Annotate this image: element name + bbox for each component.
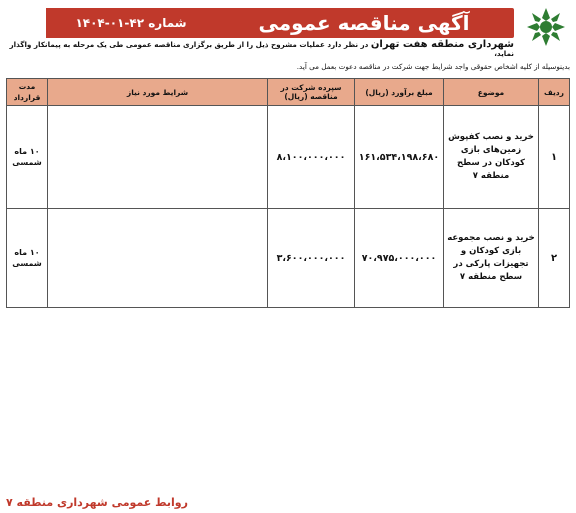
row-conditions xyxy=(48,209,268,308)
intro-text: بدینوسیله از کلیه اشخاص حقوقی واجد شرایط جهت شرکت در مناقصه دعوت بعمل می آید. xyxy=(296,62,570,71)
header-estimate: مبلغ برآورد (ریال) xyxy=(355,79,444,106)
tender-table xyxy=(6,78,570,308)
header-deposit: سپرده شرکت در مناقصه (ریال) xyxy=(268,79,355,106)
header-duration: مدت قرارداد xyxy=(7,79,48,106)
row-subject: خرید و نصب کفپوش زمین‌های بازی کودکان در سطح منطقه ۷ xyxy=(444,106,539,209)
row-subject: خرید و نصب مجموعه بازی کودکان و تجهیزات پارکی در سطح منطقه ۷ xyxy=(444,209,539,308)
notice-banner xyxy=(75,8,514,38)
row-conditions xyxy=(48,106,268,209)
header-conditions: شرایط مورد نیاز xyxy=(48,79,268,106)
banner-title: آگهی مناقصه عمومی xyxy=(258,11,470,35)
header-row-number: ردیف xyxy=(539,79,570,106)
tehran-municipality-logo xyxy=(524,6,568,48)
row-deposit: ۸،۱۰۰،۰۰۰،۰۰۰ xyxy=(268,106,355,209)
row-number: ۱ xyxy=(539,106,570,209)
table-row xyxy=(7,106,570,209)
notice-number: شماره ۴۲-۰۱-۱۴۰۴ xyxy=(44,8,216,38)
row-estimate: ۱۶۱،۵۳۴،۱۹۸،۶۸۰ xyxy=(355,106,444,209)
header-subject: موضوع xyxy=(444,79,539,106)
footer-signature: روابط عمومی شهرداری منطقه ۷ xyxy=(6,496,188,509)
row-duration: ۱۰ ماه شمسی xyxy=(7,106,48,209)
subtitle-text: در نظر دارد عملیات مشروح ذیل را از طریق برگزاری مناقصه عمومی طی یک مرحله به پیمانکار واگذار نماید، xyxy=(9,40,514,58)
notice-header xyxy=(6,4,570,58)
table-row xyxy=(7,209,570,308)
org-name: شهرداری منطقه هفت تهران xyxy=(370,39,514,50)
table-header-row xyxy=(7,79,570,106)
row-duration: ۱۰ ماه شمسی xyxy=(7,209,48,308)
row-deposit: ۳،۶۰۰،۰۰۰،۰۰۰ xyxy=(268,209,355,308)
row-estimate: ۷۰،۹۷۵،۰۰۰،۰۰۰ xyxy=(355,209,444,308)
notice-subtitle xyxy=(6,40,514,58)
row-number: ۲ xyxy=(539,209,570,308)
